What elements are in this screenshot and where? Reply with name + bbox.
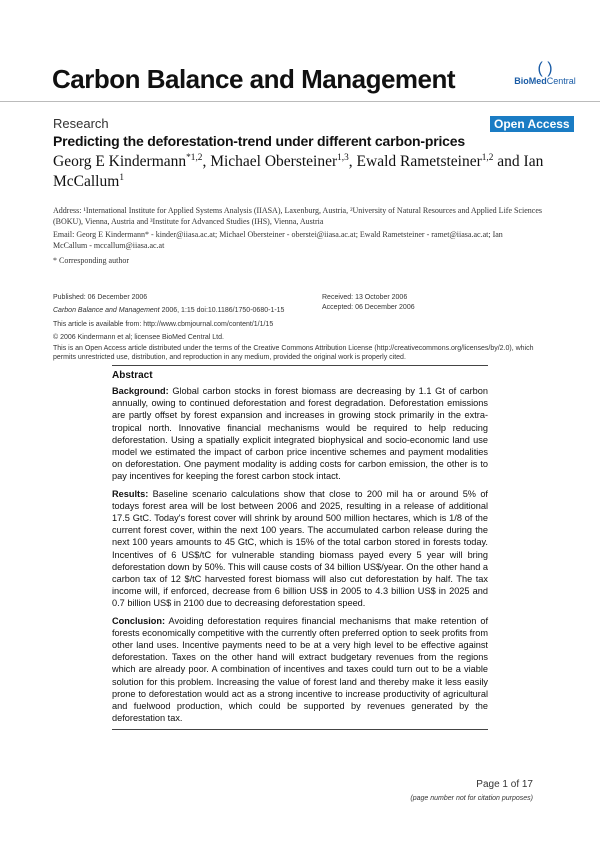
corresponding-author: * Corresponding author (53, 256, 129, 265)
biomed-central-logo (512, 62, 578, 87)
citation: Carbon Balance and Management 2006, 1:15 doi:10.1186/1750-0680-1-15 (53, 307, 285, 314)
article-type: Research (53, 116, 109, 131)
license: This is an Open Access article distributed under the terms of the Creative Commons Attribution License (http://creativecommons.org/licenses/by/2.0), which permits unrestricted use, distribution, and reproduction in any medium, provided the original work is properly cited. (53, 345, 534, 361)
accepted-date: Accepted: 06 December 2006 (322, 304, 415, 311)
abstract-conclusion: Conclusion: Avoiding deforestation requires financial mechanisms that make retention of forests economically competitive with the currently often preferred option to seek profits from other land uses. Incentive payments need to be at a very high level to be effective against deforestation. Taxes on the other hand will extract budgetary revenues from the regions which are already poor. A combination of incentives and taxes could turn out to be a viable solution for this problem. Increasing the value of forest land and thereby make it less easily prone to deforestation would act as a strong incentive to increase productivity of agricultural and fuelwood production, which could be supported by revenues generated by the deforestation tax. (112, 615, 488, 724)
journal-title: Carbon Balance and Management (52, 64, 456, 94)
license-link[interactable]: http://creativecommons.org/licenses/by/2.0 (376, 345, 510, 352)
logo-arc-icon: ( ) (537, 60, 553, 77)
author: Georg E Kindermann$^{*1,2}$, (53, 152, 211, 170)
abstract-top-rule (112, 365, 488, 366)
availability: This article is available from: http://www.cbmjournal.com/content/1/1/15 (53, 321, 274, 328)
address: Address: ¹International Institute for Applied Systems Analysis (IIASA), Laxenburg, Austria, ²University of Natural Resources and Applied Life Sciences (BOKU), Vienna, Austria and ³Institute for Advanced Studies (IHS), Vienna, Austria (53, 206, 542, 226)
author: Ian McCallum$^1$ (53, 153, 544, 190)
abstract-background: Background: Global carbon stocks in forest biomass are decreasing by 1.1 Gt of carbon annually, owing to continued deforestation and forest degradation. Deforestation emissions are partly offset by forest expansion and increases in growing stock primarily in the extra-tropical north. Innovative financial mechanisms would be required to help reducing deforestation. Using a spatially explicit integrated biophysical and socio-economic land use model we estimated the impact of carbon price incentive schemes and payment modalities on deforestation. One payment modality is adding costs for carbon emission, the other is to pay incentives for keeping the forest carbon stock intact. (112, 386, 488, 482)
article-title: Predicting the deforestation-trend under different carbon-prices (53, 133, 465, 149)
abstract-bottom-rule (112, 729, 488, 730)
author: Michael Obersteiner$^{1,3}$, (210, 152, 357, 170)
logo-bold: BioMed (514, 76, 547, 86)
received-date: Received: 13 October 2006 (322, 294, 408, 301)
header-divider (0, 101, 600, 102)
logo-rest: Central (546, 76, 576, 86)
copyright: © 2006 Kindermann et al; licensee BioMed Central Ltd. (53, 334, 224, 341)
author-list (53, 152, 593, 192)
abstract (112, 365, 488, 730)
abstract-results: Results: Baseline scenario calculations show that close to 200 mil ha or around 5% of todays forest area will be lost between 2006 and 2025, resulting in a release of additional 17.5 GtC. Today's forest cover will shrink by around 500 million hectares, which is 1/8 of the current forest cover, within the next 100 years. The accumulated carbon release during the next 100 years amounts to 45 GtC, which is 15% of the total carbon stored in forests today. Incentives of 6 US$/tC for vulnerable standing biomass payed every 5 year will bring deforestation down by 50%. This will cause costs of 34 billion US$/year. On the other hand a carbon tax of 12 $/tC harvested forest biomass will also cut deforestation by half. The tax income will, if enforced, decrease from 6 billion US$ in 2005 to 4.3 billion US$ in 2025 and 0.7 billion US$ in 2100 due to decreasing deforestation speed. (112, 488, 488, 609)
published-date: Published: 06 December 2006 (53, 294, 148, 301)
abstract-heading: Abstract (112, 370, 153, 381)
page-note: (page number not for citation purposes) (410, 795, 533, 802)
email: Email: Georg E Kindermann* - kinder@iiasa.ac.at; Michael Obersteiner - oberstei@iiasa.ac.at; Ewald Rametsteiner - ramet@iiasa.ac.at; Ian McCallum - mccallum@iiasa.ac.at (53, 230, 503, 250)
page-number: Page 1 of 17 (476, 779, 533, 790)
author: Ewald Rametsteiner$^{1,2}$ and (356, 152, 524, 170)
open-access-badge: Open Access (490, 116, 574, 132)
page-footer (410, 779, 533, 803)
